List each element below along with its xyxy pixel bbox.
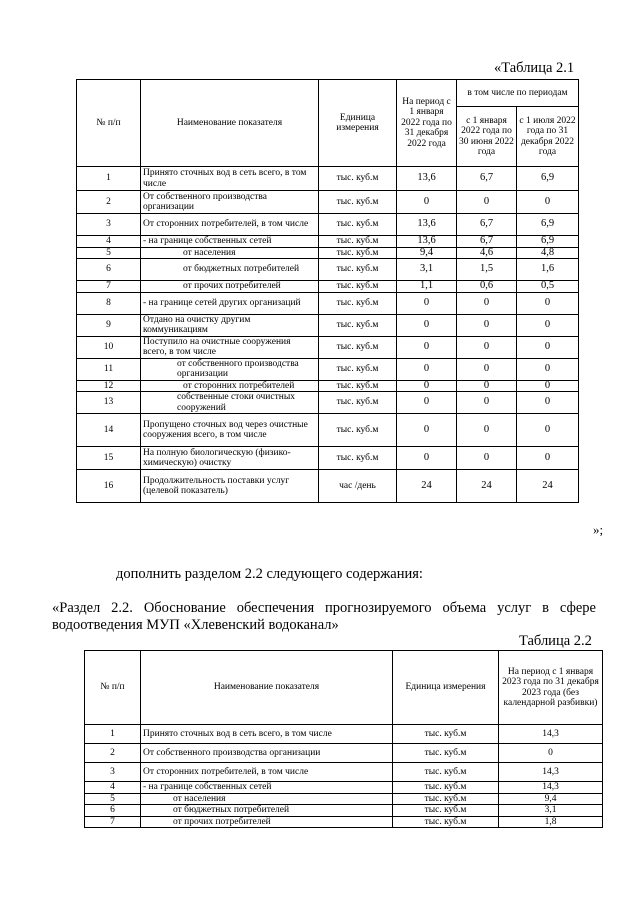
row-value-total: 3,1 (397, 259, 457, 281)
row-indicator-name: - на границе сетей других организаций (141, 292, 319, 314)
row-indicator-name: От собственного производства организации (141, 191, 319, 214)
row-value: 1,8 (499, 816, 603, 828)
table-row (85, 793, 603, 805)
row-number: 1 (85, 725, 141, 744)
row-value-total: 1,1 (397, 281, 457, 293)
table-row (77, 314, 579, 336)
row-indicator-name: От сторонних потребителей, в том числе (141, 763, 393, 782)
row-value-period-2: 0 (517, 358, 579, 380)
row-indicator-name: собственные стоки очистных сооружений (141, 392, 319, 414)
row-value-period-2: 0 (517, 392, 579, 414)
row-value-period-1: 6,7 (457, 236, 517, 248)
row-value-total: 0 (397, 380, 457, 392)
row-value-period-2: 0 (517, 447, 579, 470)
table-row (85, 744, 603, 763)
row-value-period-2: 24 (517, 470, 579, 503)
row-value-period-1: 0 (457, 292, 517, 314)
row-value-period-1: 0 (457, 314, 517, 336)
row-number: 11 (77, 358, 141, 380)
row-number: 4 (85, 782, 141, 794)
row-value-total: 0 (397, 392, 457, 414)
row-indicator-name: От собственного производства организации (141, 744, 393, 763)
row-unit: тыс. куб.м (393, 793, 499, 805)
row-value-period-2: 0 (517, 380, 579, 392)
header-period-1: с 1 января 2022 года по 30 июня 2022 года (457, 107, 517, 167)
row-indicator-name: от бюджетных потребителей (141, 805, 393, 817)
row-value-period-1: 1,5 (457, 259, 517, 281)
row-value-period-1: 0 (457, 447, 517, 470)
row-number: 12 (77, 380, 141, 392)
row-number: 1 (77, 167, 141, 191)
row-unit: тыс. куб.м (319, 314, 397, 336)
row-unit: тыс. куб.м (319, 259, 397, 281)
header-unit: Единица измерения (393, 651, 499, 725)
header-period-2: с 1 июля 2022 года по 31 декабря 2022 года (517, 107, 579, 167)
row-indicator-name: от населения (141, 247, 319, 259)
table-row (77, 447, 579, 470)
row-value-period-2: 0,5 (517, 281, 579, 293)
row-indicator-name: Отдано на очистку другим коммуникациям (141, 314, 319, 336)
row-number: 2 (85, 744, 141, 763)
row-indicator-name: от собственного производства организации (141, 358, 319, 380)
row-value: 3,1 (499, 805, 603, 817)
row-number: 5 (77, 247, 141, 259)
table-row (77, 167, 579, 191)
row-unit: тыс. куб.м (393, 744, 499, 763)
row-unit: тыс. куб.м (393, 816, 499, 828)
row-value-period-1: 0 (457, 414, 517, 447)
row-number: 3 (77, 214, 141, 236)
row-number: 2 (77, 191, 141, 214)
row-value-total: 0 (397, 336, 457, 358)
row-unit: тыс. куб.м (319, 191, 397, 214)
row-value-total: 0 (397, 414, 457, 447)
table-row (77, 380, 579, 392)
row-value-period-2: 6,9 (517, 236, 579, 248)
row-unit: тыс. куб.м (319, 336, 397, 358)
table-row (77, 470, 579, 503)
row-value-period-1: 6,7 (457, 167, 517, 191)
row-unit: тыс. куб.м (393, 763, 499, 782)
row-value-period-1: 0 (457, 191, 517, 214)
row-value-period-1: 0 (457, 380, 517, 392)
row-value: 14,3 (499, 725, 603, 744)
row-indicator-name: - на границе собственных сетей (141, 782, 393, 794)
section-heading-paragraph: «Раздел 2.2. Обоснование обеспечения прогнозируемого объема услуг в сфере водоотведения МУП «Хлевенский водоканал» (52, 600, 596, 633)
row-value-period-1: 0 (457, 392, 517, 414)
header-including-periods: в том числе по периодам (457, 80, 579, 107)
header-indicator-name: Наименование показателя (141, 651, 393, 725)
row-value-total: 0 (397, 358, 457, 380)
row-number: 8 (77, 292, 141, 314)
row-value-total: 13,6 (397, 167, 457, 191)
text-line-1: дополнить разделом 2.2 следующего содержания: (116, 566, 423, 582)
table-row (77, 358, 579, 380)
table-row (77, 292, 579, 314)
row-unit: тыс. куб.м (319, 281, 397, 293)
row-unit: тыс. куб.м (319, 214, 397, 236)
row-value-period-2: 0 (517, 191, 579, 214)
row-number: 15 (77, 447, 141, 470)
table-row (77, 247, 579, 259)
row-value-total: 0 (397, 292, 457, 314)
row-value-period-2: 4,8 (517, 247, 579, 259)
row-number: 6 (77, 259, 141, 281)
row-unit: тыс. куб.м (319, 236, 397, 248)
row-unit: тыс. куб.м (319, 358, 397, 380)
table-row (77, 191, 579, 214)
row-indicator-name: На полную биологическую (физико-химическую) очистку (141, 447, 319, 470)
table-row (85, 782, 603, 794)
row-number: 7 (77, 281, 141, 293)
row-unit: тыс. куб.м (319, 447, 397, 470)
row-value-total: 24 (397, 470, 457, 503)
header-unit: Единица измерения (319, 80, 397, 167)
row-value-total: 0 (397, 191, 457, 214)
row-value-period-1: 4,6 (457, 247, 517, 259)
row-indicator-name: от бюджетных потребителей (141, 259, 319, 281)
header-period: На период с 1 января 2023 года по 31 декабря 2023 года (без календарной разбивки) (499, 651, 603, 725)
row-value-period-2: 1,6 (517, 259, 579, 281)
row-unit: тыс. куб.м (319, 414, 397, 447)
row-value: 14,3 (499, 782, 603, 794)
row-value-period-1: 0 (457, 336, 517, 358)
row-indicator-name: от прочих потребителей (141, 816, 393, 828)
row-value-period-2: 0 (517, 336, 579, 358)
row-indicator-name: - на границе собственных сетей (141, 236, 319, 248)
row-value-period-2: 0 (517, 292, 579, 314)
row-number: 14 (77, 414, 141, 447)
row-number: 13 (77, 392, 141, 414)
table-2-1-closing: »; (593, 522, 604, 537)
row-value-period-1: 0 (457, 358, 517, 380)
row-value: 0 (499, 744, 603, 763)
row-unit: тыс. куб.м (393, 805, 499, 817)
row-unit: тыс. куб.м (393, 725, 499, 744)
row-indicator-name: Принято сточных вод в сеть всего, в том числе (141, 725, 393, 744)
row-number: 4 (77, 236, 141, 248)
row-value-period-1: 6,7 (457, 214, 517, 236)
header-period: На период с 1 января 2022 года по 31 декабря 2022 года (397, 80, 457, 167)
row-unit: тыс. куб.м (319, 380, 397, 392)
row-number: 3 (85, 763, 141, 782)
table-2-1-caption: «Таблица 2.1 (494, 60, 575, 76)
row-value-period-1: 0,6 (457, 281, 517, 293)
row-indicator-name: от населения (141, 793, 393, 805)
table-row (85, 816, 603, 828)
table-row (77, 281, 579, 293)
table-row (77, 214, 579, 236)
row-number: 10 (77, 336, 141, 358)
row-unit: час /день (319, 470, 397, 503)
row-value-period-2: 6,9 (517, 167, 579, 191)
table-row (85, 725, 603, 744)
row-value-period-2: 6,9 (517, 214, 579, 236)
row-number: 9 (77, 314, 141, 336)
table-2-2-caption: Таблица 2.2 (519, 633, 592, 649)
row-indicator-name: Пропущено сточных вод через очистные сооружения всего, в том числе (141, 414, 319, 447)
header-indicator-name: Наименование показателя (141, 80, 319, 167)
row-number: 16 (77, 470, 141, 503)
row-indicator-name: Поступило на очистные сооружения всего, в том числе (141, 336, 319, 358)
table-row (77, 259, 579, 281)
table-row (85, 805, 603, 817)
table-row (85, 763, 603, 782)
row-unit: тыс. куб.м (393, 782, 499, 794)
row-value-total: 9,4 (397, 247, 457, 259)
row-unit: тыс. куб.м (319, 247, 397, 259)
row-indicator-name: от прочих потребителей (141, 281, 319, 293)
row-value-period-2: 0 (517, 414, 579, 447)
table-row (77, 414, 579, 447)
row-value-period-1: 24 (457, 470, 517, 503)
header-number: № п/п (77, 80, 141, 167)
row-value: 9,4 (499, 793, 603, 805)
row-unit: тыс. куб.м (319, 392, 397, 414)
header-number: № п/п (85, 651, 141, 725)
table-row (77, 336, 579, 358)
row-value-total: 13,6 (397, 236, 457, 248)
table-2-2 (84, 650, 603, 828)
row-value-total: 13,6 (397, 214, 457, 236)
table-2-1 (76, 79, 579, 503)
row-number: 5 (85, 793, 141, 805)
row-indicator-name: от сторонних потребителей (141, 380, 319, 392)
row-indicator-name: Продолжительность поставки услуг (целевой показатель) (141, 470, 319, 503)
row-indicator-name: Принято сточных вод в сеть всего, в том числе (141, 167, 319, 191)
row-indicator-name: От сторонних потребителей, в том числе (141, 214, 319, 236)
table-row (77, 392, 579, 414)
table-row (77, 236, 579, 248)
row-unit: тыс. куб.м (319, 292, 397, 314)
row-value: 14,3 (499, 763, 603, 782)
row-number: 7 (85, 816, 141, 828)
row-value-period-2: 0 (517, 314, 579, 336)
row-value-total: 0 (397, 447, 457, 470)
row-number: 6 (85, 805, 141, 817)
row-unit: тыс. куб.м (319, 167, 397, 191)
row-value-total: 0 (397, 314, 457, 336)
